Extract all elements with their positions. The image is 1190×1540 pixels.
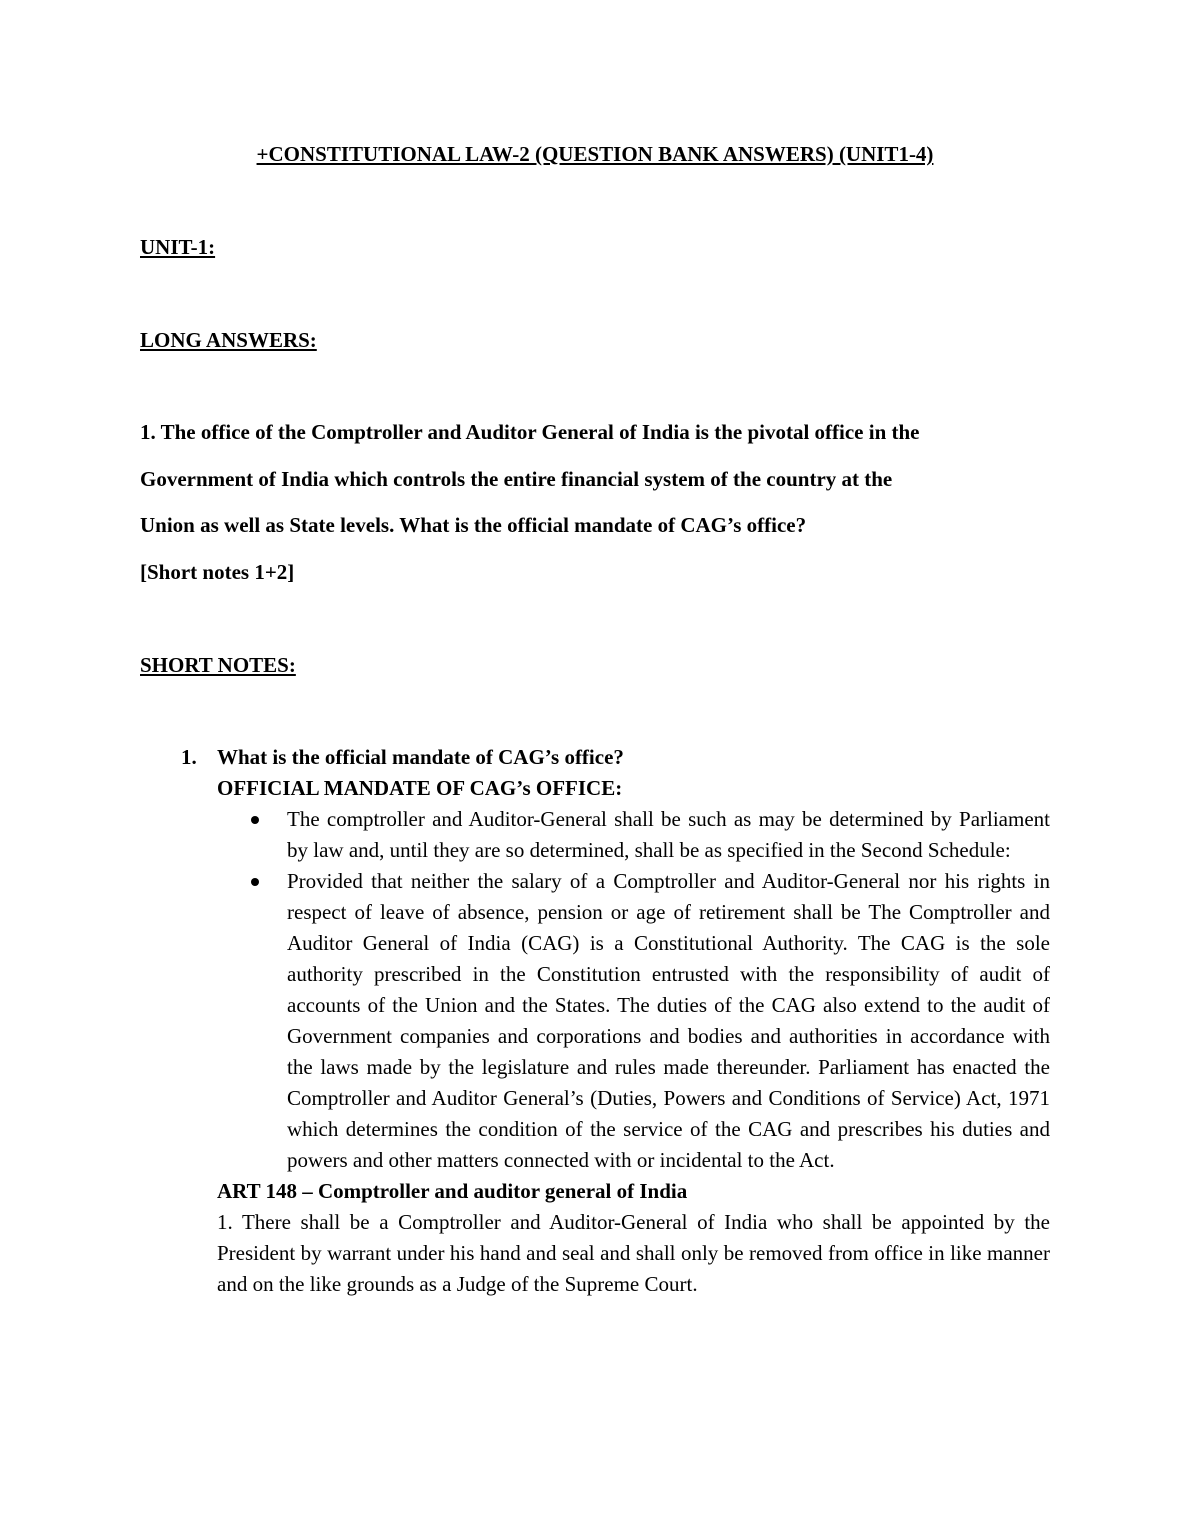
short-note-question: What is the official mandate of CAG’s office? (217, 745, 624, 769)
document-title: +CONSTITUTIONAL LAW-2 (QUESTION BANK ANSWERS) (UNIT1-4) (256, 142, 934, 166)
short-note-subheading: OFFICIAL MANDATE OF CAG’s OFFICE: (217, 776, 623, 800)
bullet-item (217, 804, 1050, 866)
bullet-dot-icon (251, 878, 259, 886)
art-148-heading: ART 148 – Comptroller and auditor general of India (217, 1179, 688, 1203)
short-notes-section (140, 742, 1050, 1300)
long-question-line: Government of India which controls the entire financial system of the country at the (140, 466, 893, 491)
art-148-paragraph: 1. There shall be a Comptroller and Auditor-General of India who shall be appointed by the President by warrant under his hand and seal and shall only be removed from office in like manner and on the like grounds as a Judge of the Supreme Court. (217, 1210, 1050, 1296)
mandate-bullet-list (217, 804, 1050, 1176)
long-question (140, 418, 1040, 604)
long-question-line: 1. The office of the Comptroller and Auditor General of India is the pivotal office in the (140, 420, 920, 444)
long-question-line: Union as well as State levels. What is the official mandate of CAG’s office? (140, 513, 807, 537)
bullet-dot-icon (251, 816, 259, 824)
bullet-item (217, 866, 1050, 1176)
long-answers-heading: LONG ANSWERS: (140, 328, 317, 352)
short-notes-heading: SHORT NOTES: (140, 653, 296, 677)
short-note-item (140, 742, 1050, 1300)
unit-heading: UNIT-1: (140, 235, 216, 259)
short-note-number: 1. (181, 745, 197, 769)
bullet-text: The comptroller and Auditor-General shall be such as may be determined by Parliament by law and, until they are so determined, shall be as specified in the Second Schedule: (287, 807, 1050, 862)
bullet-text: Provided that neither the salary of a Comptroller and Auditor-General nor his rights in respect of leave of absence, pension or age of retirement shall be The Comptroller and Auditor General of India (CAG) is a Constitutional Authority. The CAG is the sole authority prescribed in the Constitution entrusted with the responsibility of audit of accounts of the Union and the States. The duties of the CAG also extend to the audit of Government companies and corporations and bodies and authorities in accordance with the laws made by the legislature and rules made thereunder. Parliament has enacted the Comptroller and Auditor General’s (Duties, Powers and Conditions of Service) Act, 1971 which determines the condition of the service of the CAG and prescribes his duties and powers and other matters connected with or incidental to the Act. (287, 869, 1050, 1172)
long-question-reference: [Short notes 1+2] (140, 559, 295, 584)
